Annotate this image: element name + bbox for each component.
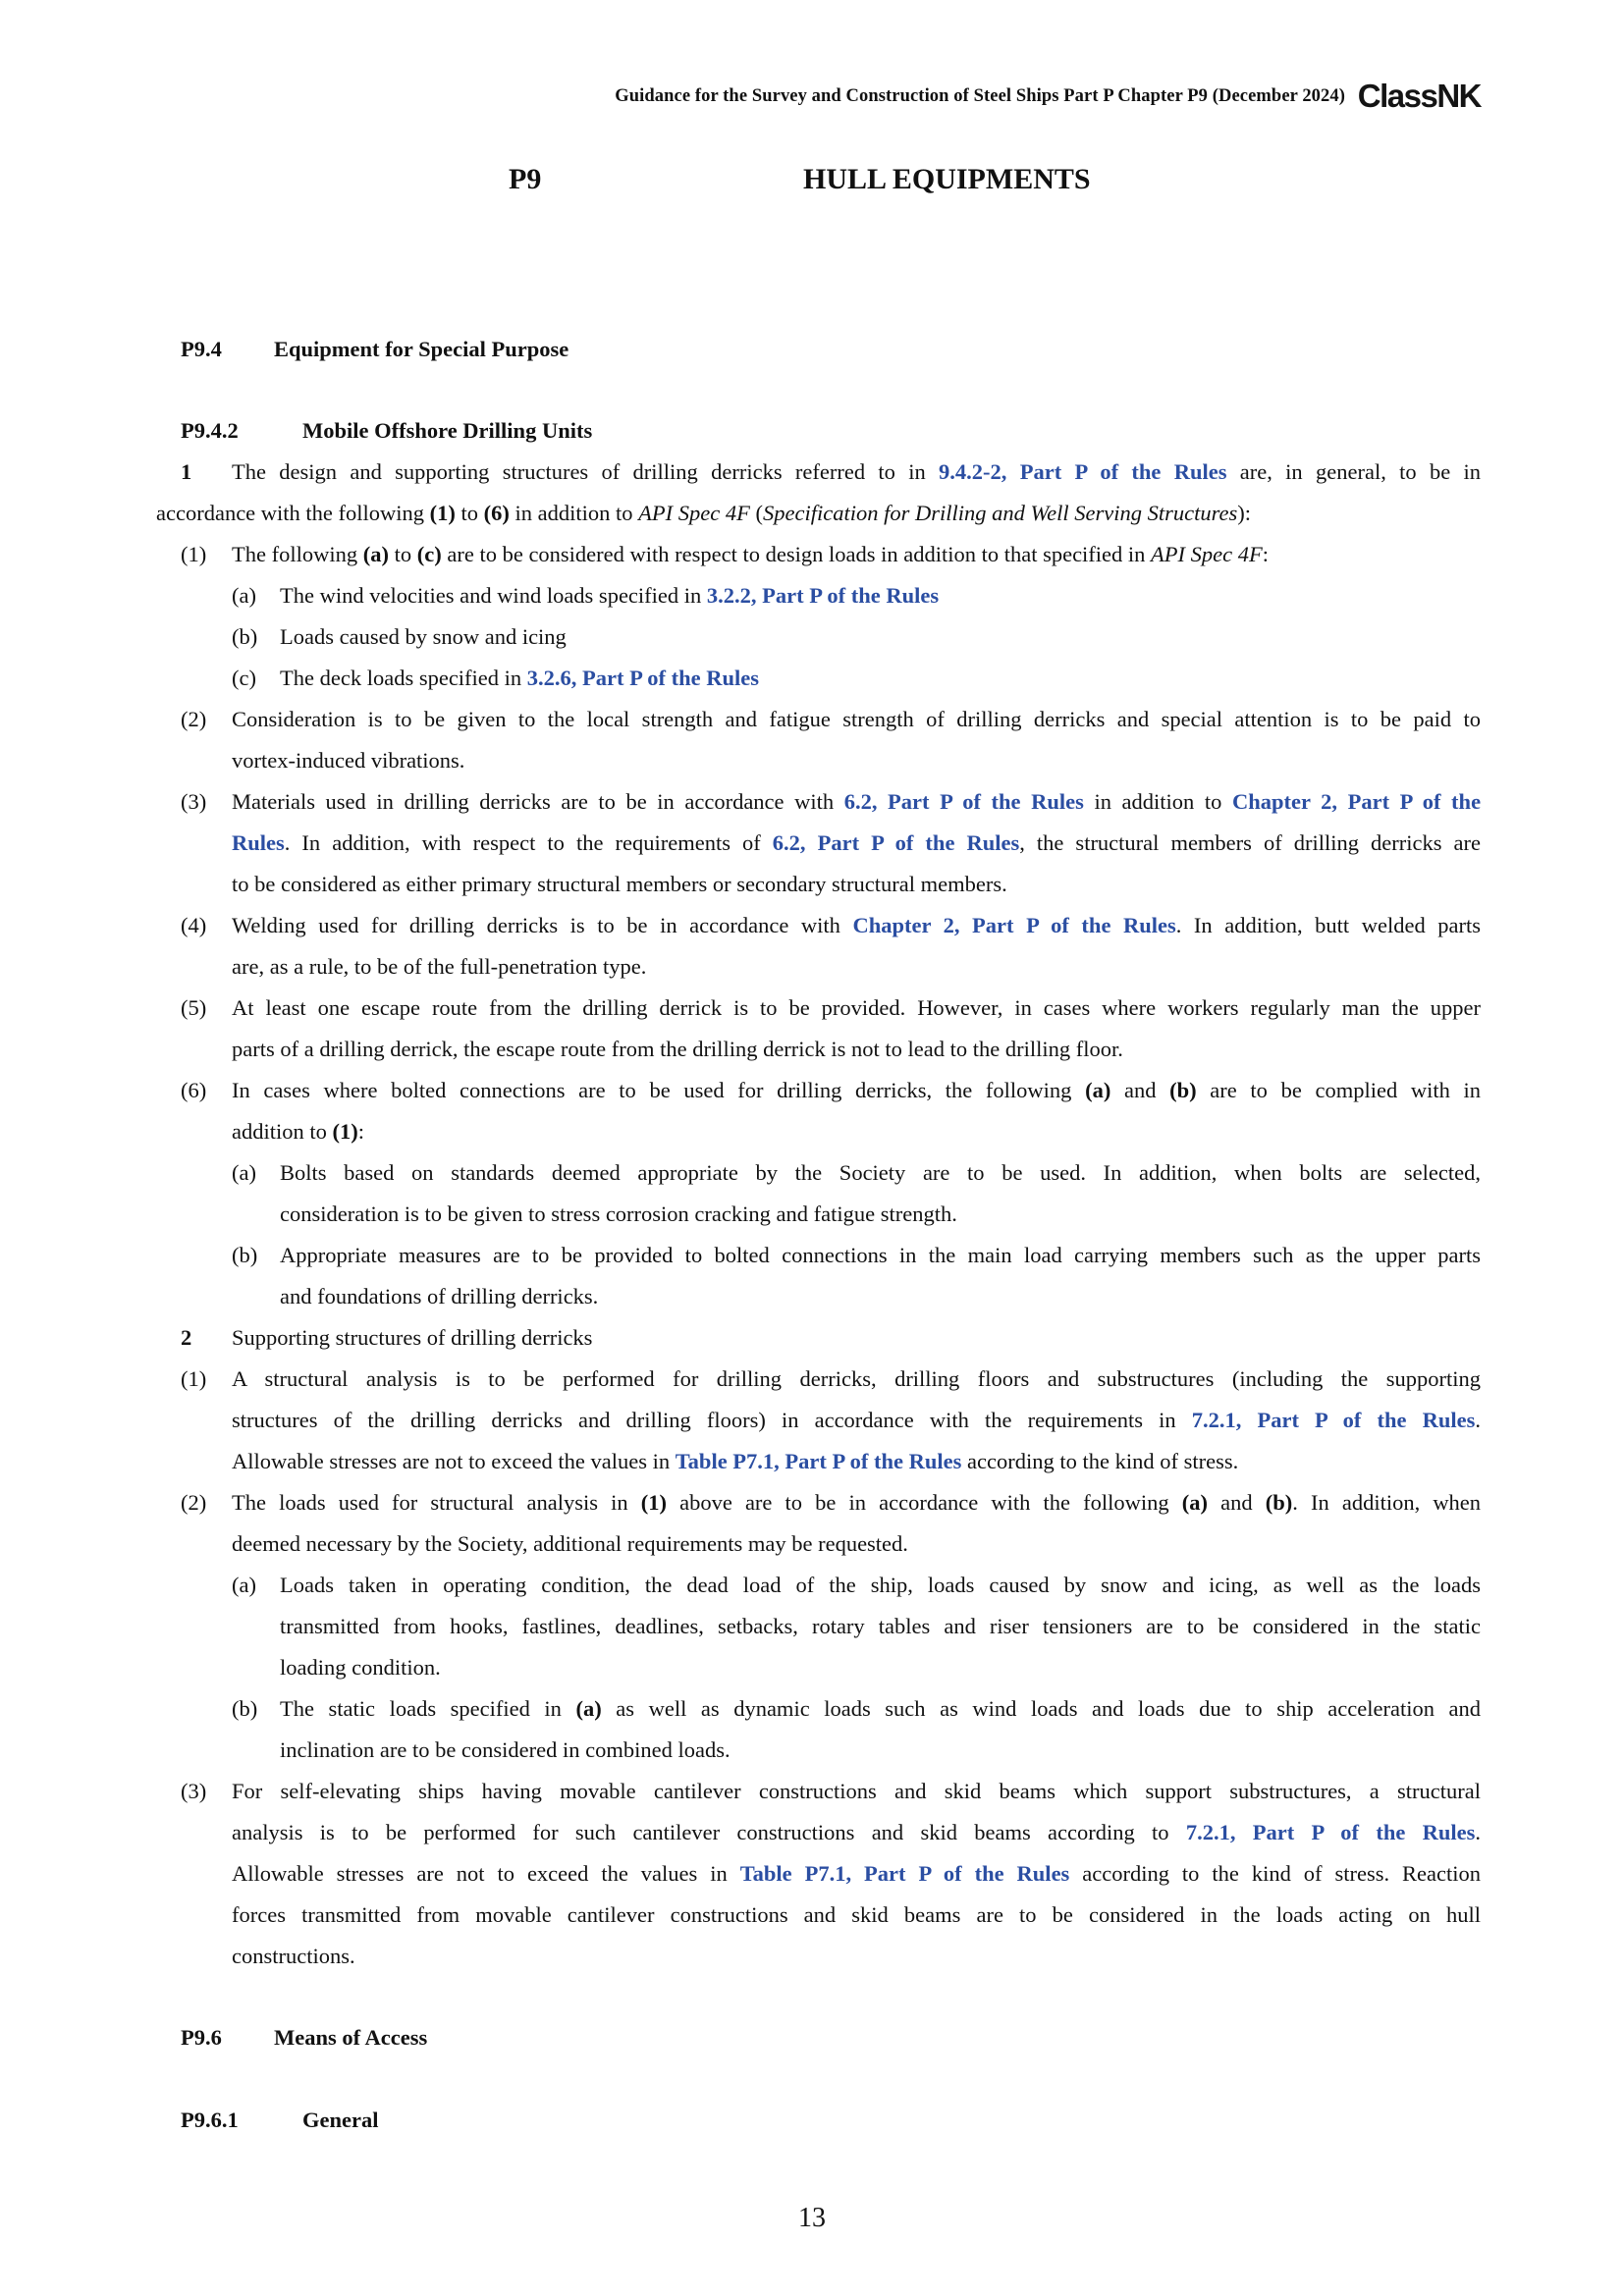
item-line: Rules. In addition, with respect to the requirements of 6.2, Part P of the Rules, the structural members of drilling derricks are bbox=[232, 830, 1482, 855]
subitem-line: Loads caused by snow and icing bbox=[280, 624, 567, 649]
item-line: The loads used for structural analysis in (1) above are to be in accordance with the following (a) and (b). In addition, when bbox=[232, 1490, 1482, 1515]
item-line: Allowable stresses are not to exceed the values in Table P7.1, Part P of the Rules according to the kind of stress. bbox=[232, 1449, 1239, 1473]
rule-link[interactable]: Chapter 2, Part P of the bbox=[1231, 789, 1482, 814]
item-line: The following (a) to (c) are to be considered with respect to design loads in addition to that specified in API Spec 4F: bbox=[232, 542, 1270, 566]
subitem-line: Appropriate measures are to be provided to bolted connections in the main load carrying members such as the upper parts bbox=[280, 1243, 1481, 1267]
subitem-line: consideration is to be given to stress corrosion cracking and fatigue strength. bbox=[280, 1201, 957, 1226]
subitem-line: The wind velocities and wind loads specified in 3.2.2, Part P of the Rules bbox=[280, 583, 940, 608]
rule-link[interactable]: 6.2, Part P of the Rules bbox=[772, 830, 1020, 855]
item-line: vortex-induced vibrations. bbox=[232, 748, 465, 773]
subitem-line: inclination are to be considered in combined loads. bbox=[280, 1737, 731, 1762]
rule-link[interactable]: 9.4.2-2, Part P of the Rules bbox=[939, 459, 1227, 484]
subitem-number: (b) bbox=[232, 1696, 258, 1721]
subitem-number: (a) bbox=[232, 1573, 256, 1597]
item-line: For self-elevating ships having movable cantilever constructions and skid beams which support substructures, a structural bbox=[232, 1779, 1481, 1803]
subitem-line: and foundations of drilling derricks. bbox=[280, 1284, 599, 1308]
page-number: 13 bbox=[798, 2203, 826, 2233]
rule-link[interactable]: Chapter 2, Part P of the Rules bbox=[852, 913, 1176, 937]
item-number: (5) bbox=[181, 995, 207, 1020]
item-line: Welding used for drilling derricks is to be in accordance with Chapter 2, Part P of the Rules. In addition, butt welded parts bbox=[232, 913, 1481, 937]
subsection-title: Mobile Offshore Drilling Units bbox=[302, 418, 593, 443]
subitem-number: (a) bbox=[232, 583, 256, 608]
chapter-number: P9 bbox=[509, 163, 542, 195]
item-number: (1) bbox=[181, 1366, 207, 1391]
item-line: Allowable stresses are not to exceed the values in Table P7.1, Part P of the Rules according to the kind of stress. Reaction bbox=[232, 1861, 1482, 1886]
subitem-number: (b) bbox=[232, 1243, 258, 1267]
item-number: (4) bbox=[181, 913, 207, 937]
table-link[interactable]: Table P7.1, Part P of the Rules bbox=[739, 1861, 1070, 1886]
rule-link[interactable]: 3.2.2, Part P of the Rules bbox=[706, 583, 940, 608]
subitem-line: Bolts based on standards deemed appropriate by the Society are to be used. In addition, when bolts are selected, bbox=[280, 1160, 1481, 1185]
item-line: deemed necessary by the Society, additional requirements may be requested. bbox=[232, 1531, 908, 1556]
subitem-line: Loads taken in operating condition, the dead load of the ship, loads caused by snow and icing, as well as the loads bbox=[280, 1573, 1481, 1597]
rule-link[interactable]: 7.2.1, Part P of the Rules bbox=[1185, 1820, 1476, 1844]
item-number: (3) bbox=[181, 1779, 207, 1803]
section-number: P9.4 bbox=[181, 337, 222, 361]
classnk-logo: ClassNK bbox=[1357, 78, 1481, 114]
item-line: to be considered as either primary structural members or secondary structural members. bbox=[232, 872, 1007, 896]
item-line: parts of a drilling derrick, the escape route from the drilling derrick is not to lead to the drilling floor. bbox=[232, 1037, 1123, 1061]
paragraph-line: The design and supporting structures of drilling derricks referred to in 9.4.2-2, Part P of the Rules are, in general, to be in bbox=[232, 459, 1482, 484]
item-line: analysis is to be performed for such cantilever constructions and skid beams according to 7.2.1, Part P of the Rules. bbox=[232, 1820, 1481, 1844]
item-line: In cases where bolted connections are to be used for drilling derricks, the following (a) and (b) are to be complied with in bbox=[232, 1078, 1482, 1102]
item-line: A structural analysis is to be performed for drilling derricks, drilling floors and substructures (including the supporting bbox=[232, 1366, 1481, 1391]
paragraph-line: accordance with the following (1) to (6) in addition to API Spec 4F (Specification for Drilling and Well Serving Structures): bbox=[156, 501, 1252, 525]
table-link[interactable]: Table P7.1, Part P of the Rules bbox=[675, 1449, 962, 1473]
rule-link[interactable]: 3.2.6, Part P of the Rules bbox=[526, 666, 760, 690]
header-title: Guidance for the Survey and Construction of Steel Ships Part P Chapter P9 (December 2024) bbox=[615, 86, 1345, 106]
item-number: (6) bbox=[181, 1078, 207, 1102]
subitem-number: (c) bbox=[232, 666, 256, 690]
subitem-line: The static loads specified in (a) as well as dynamic loads such as wind loads and loads due to ship acceleration and bbox=[280, 1696, 1482, 1721]
item-line: forces transmitted from movable cantilever constructions and skid beams are to be considered in the loads acting on hull bbox=[232, 1902, 1481, 1927]
rule-link[interactable]: 6.2, Part P of the Rules bbox=[843, 789, 1084, 814]
item-line: addition to (1): bbox=[232, 1119, 365, 1144]
rule-link[interactable]: Rules bbox=[232, 830, 285, 855]
subitem-line: transmitted from hooks, fastlines, deadlines, setbacks, rotary tables and riser tensioners are to be considered in the static bbox=[280, 1614, 1481, 1638]
subitem-line: The deck loads specified in 3.2.6, Part P of the Rules bbox=[280, 666, 760, 690]
item-line: Consideration is to be given to the local strength and fatigue strength of drilling derricks and special attention is to be paid to bbox=[232, 707, 1481, 731]
item-number: (1) bbox=[181, 542, 207, 566]
chapter-title: HULL EQUIPMENTS bbox=[803, 163, 1091, 195]
section-title: Equipment for Special Purpose bbox=[274, 337, 569, 361]
subsection-number: P9.4.2 bbox=[181, 418, 239, 443]
item-number: (2) bbox=[181, 1490, 207, 1515]
item-number: (2) bbox=[181, 707, 207, 731]
item-number: (3) bbox=[181, 789, 207, 814]
page-header bbox=[393, 78, 1481, 113]
paragraph-number: 2 bbox=[181, 1325, 192, 1350]
rule-link[interactable]: 7.2.1, Part P of the Rules bbox=[1191, 1408, 1476, 1432]
item-line: are, as a rule, to be of the full-penetration type. bbox=[232, 954, 647, 979]
subitem-line: loading condition. bbox=[280, 1655, 441, 1680]
item-line: constructions. bbox=[232, 1944, 355, 1968]
subsection-title: General bbox=[302, 2108, 379, 2132]
item-line: At least one escape route from the drilling derrick is to be provided. However, in cases where workers regularly man the upper bbox=[232, 995, 1481, 1020]
paragraph-number: 1 bbox=[181, 459, 192, 484]
subsection-number: P9.6.1 bbox=[181, 2108, 239, 2132]
subitem-number: (b) bbox=[232, 624, 258, 649]
section-title: Means of Access bbox=[274, 2025, 428, 2050]
item-line: Materials used in drilling derricks are to be in accordance with 6.2, Part P of the Rules in addition to Chapter 2, Part P of the bbox=[232, 789, 1482, 814]
paragraph-line: Supporting structures of drilling derricks bbox=[232, 1325, 593, 1350]
section-number: P9.6 bbox=[181, 2025, 222, 2050]
subitem-number: (a) bbox=[232, 1160, 256, 1185]
item-line: structures of the drilling derricks and drilling floors) in accordance with the requirements in 7.2.1, Part P of the Rules. bbox=[232, 1408, 1482, 1432]
